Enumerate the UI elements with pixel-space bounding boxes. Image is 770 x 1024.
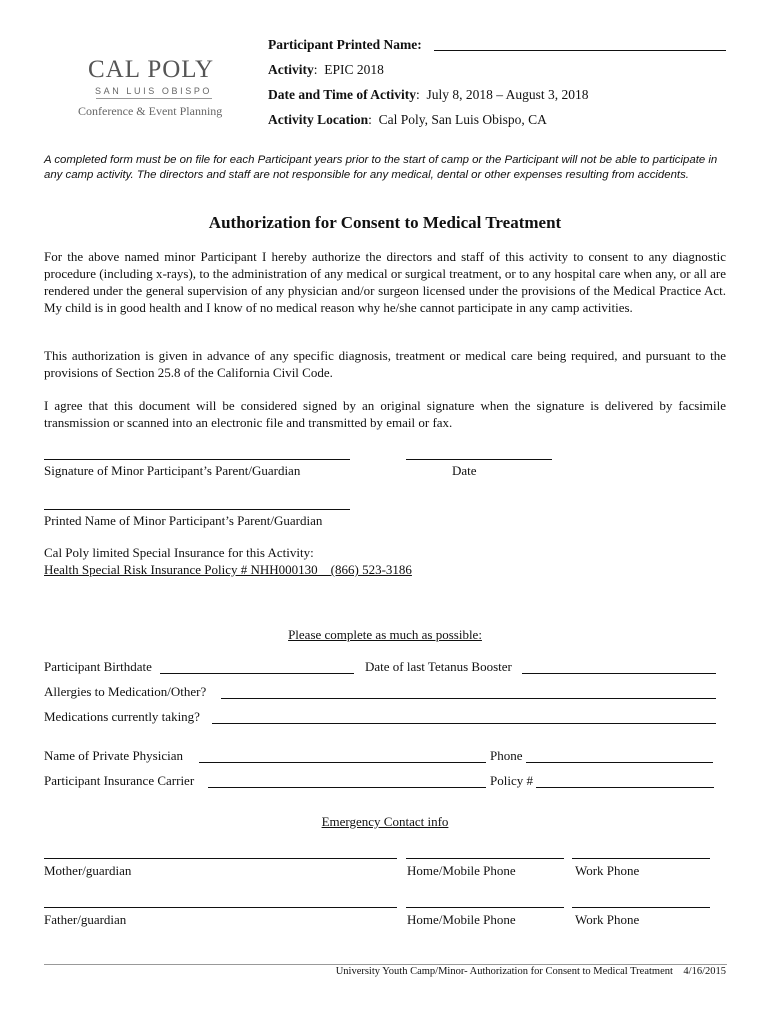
parent-signature-label: Signature of Minor Participant’s Parent/Guardian (44, 463, 301, 478)
footer-divider (44, 964, 727, 965)
mother-label: Mother/guardian (44, 863, 132, 878)
father-label: Father/guardian (44, 912, 127, 927)
logo-subtitle: SAN LUIS OBISPO (95, 86, 213, 96)
participant-name-field[interactable] (434, 50, 726, 51)
father-work-phone-field[interactable] (572, 907, 710, 908)
date-value: July 8, 2018 – August 3, 2018 (426, 87, 589, 102)
activity-row: Activity: EPIC 2018 (268, 62, 384, 77)
logo-divider (96, 98, 212, 99)
logo-name: CAL POLY (88, 56, 215, 83)
physician-label: Name of Private Physician (44, 748, 183, 763)
printed-name-field[interactable] (44, 509, 350, 510)
location-row: Activity Location: Cal Poly, San Luis Obispo, CA (268, 112, 547, 127)
tetanus-field[interactable] (522, 673, 716, 674)
signature-date-field[interactable] (406, 459, 552, 460)
location-value: Cal Poly, San Luis Obispo, CA (378, 112, 547, 127)
logo-department: Conference & Event Planning (78, 104, 223, 118)
advance-authorization-paragraph: This authorization is given in advance of any specific diagnosis, treatment or medical care being required, and pursuant to the provisions of Section 25.8 of the California Civil Code. (44, 348, 726, 380)
printed-name-label: Printed Name of Minor Participant’s Parent/Guardian (44, 513, 323, 528)
notice-text: A completed form must be on file for each Participant years prior to the start of camp or the Participant will not be able to participate in any camp activity. The directors and staff are not responsible for any medical, dental or other expenses resulting from accidents. (44, 154, 718, 181)
allergies-label: Allergies to Medication/Other? (44, 684, 207, 699)
activity-value: EPIC 2018 (324, 62, 384, 77)
signature-agreement-paragraph: I agree that this document will be considered signed by an original signature when the signature is delivered by facsimile transmission or scanned into an electronic file and transmitted by email or fax. (44, 398, 726, 430)
medications-field[interactable] (212, 723, 716, 724)
date-row: Date and Time of Activity: July 8, 2018 – August 3, 2018 (268, 87, 589, 102)
consent-paragraph: For the above named minor Participant I hereby authorize the directors and staff of this activity to consent to any diagnostic procedure (including x-rays), to the administration of any medical or surgical treatment, or to any hospital care when any, or all are rendered under the general supervision of any physician and/or surgeon licensed under the provisions of the Medical Practice Act. My child is in good health and I know of no medical reason why he/she cannot participate in any camp activities. (44, 249, 726, 315)
tetanus-label: Date of last Tetanus Booster (365, 659, 512, 674)
insurance-intro: Cal Poly limited Special Insurance for this Activity: (44, 545, 314, 560)
mother-work-phone-field[interactable] (572, 858, 710, 859)
birthdate-field[interactable] (160, 673, 354, 674)
father-work-phone-label: Work Phone (575, 912, 640, 927)
parent-signature-field[interactable] (44, 459, 350, 460)
insurance-policy: Health Special Risk Insurance Policy # NHH000130 (866) 523-3186 (44, 562, 412, 577)
participant-name-row (268, 37, 422, 53)
footer-text: University Youth Camp/Minor- Authorization for Consent to Medical Treatment 4/16/2015 (335, 966, 726, 977)
participant-name-label: Participant Printed Name: (268, 37, 422, 52)
carrier-label: Participant Insurance Carrier (44, 773, 195, 788)
complete-heading: Please complete as much as possible: (288, 627, 482, 642)
activity-label: Activity (268, 62, 314, 77)
birthdate-label: Participant Birthdate (44, 659, 152, 674)
signature-date-label: Date (452, 463, 477, 478)
father-home-phone-label: Home/Mobile Phone (407, 912, 516, 927)
location-label: Activity Location (268, 112, 369, 127)
mother-home-phone-field[interactable] (406, 858, 564, 859)
policy-field[interactable] (536, 787, 714, 788)
physician-phone-field[interactable] (526, 762, 713, 763)
father-field[interactable] (44, 907, 397, 908)
mother-home-phone-label: Home/Mobile Phone (407, 863, 516, 878)
carrier-field[interactable] (208, 787, 486, 788)
medications-label: Medications currently taking? (44, 709, 200, 724)
mother-field[interactable] (44, 858, 397, 859)
emergency-heading: Emergency Contact info (321, 814, 449, 829)
father-home-phone-field[interactable] (406, 907, 564, 908)
policy-label: Policy # (490, 773, 533, 788)
physician-field[interactable] (199, 762, 486, 763)
mother-work-phone-label: Work Phone (575, 863, 640, 878)
form-title: Authorization for Consent to Medical Treatment (208, 213, 562, 232)
allergies-field[interactable] (221, 698, 716, 699)
physician-phone-label: Phone (490, 748, 523, 763)
date-label: Date and Time of Activity (268, 87, 416, 102)
